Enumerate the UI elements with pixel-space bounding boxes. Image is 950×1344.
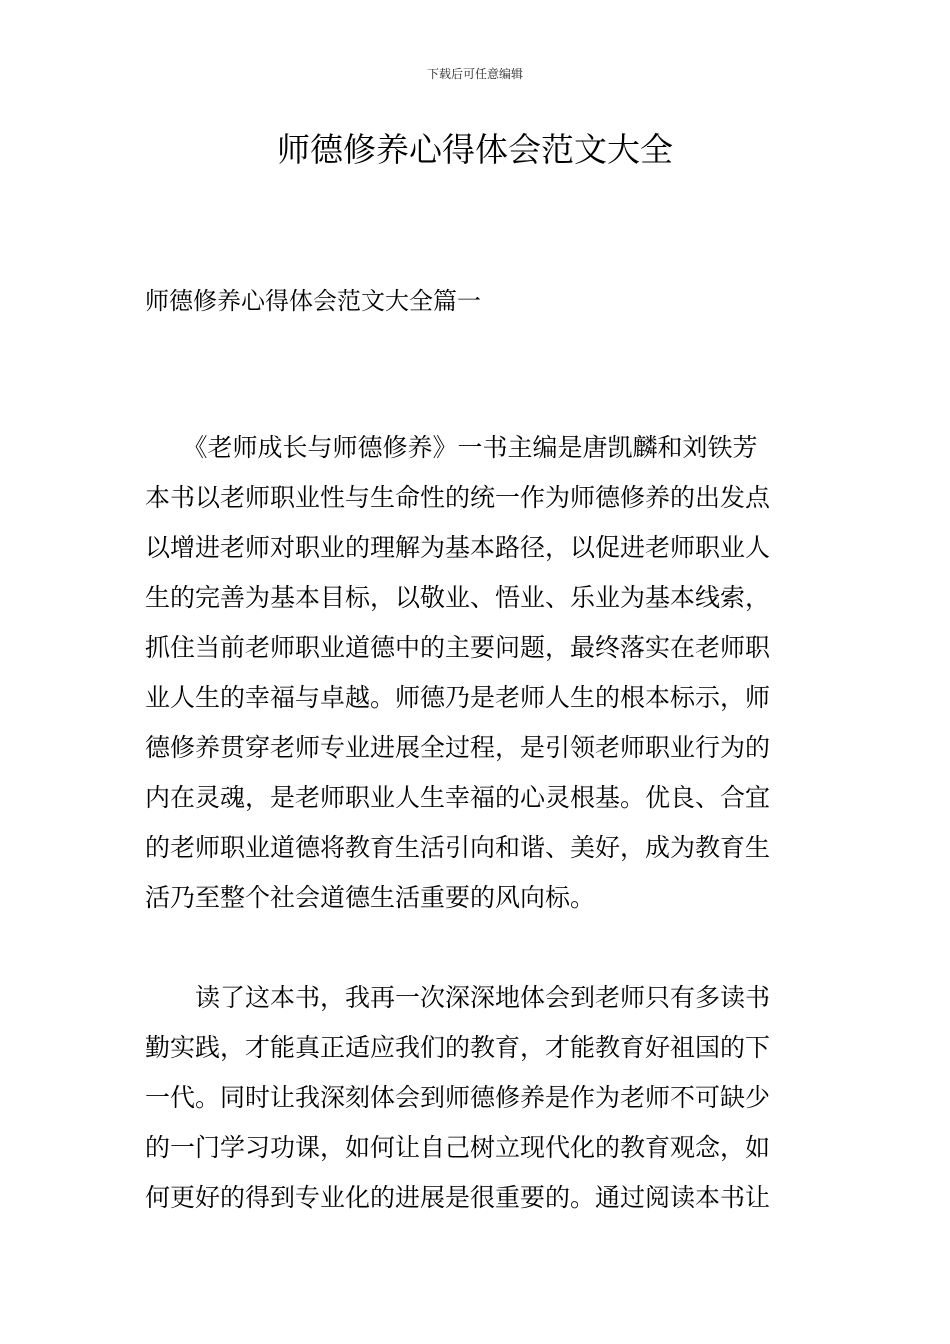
- paragraph-1: [145, 423, 815, 923]
- paragraph-line: 业人生的幸福与卓越。师德乃是老师人生的根本标示，师: [145, 683, 771, 712]
- paragraph-line: 的一门学习功课，如何让自己树立现代化的教育观念，如: [145, 1133, 771, 1162]
- paragraph-line: 《老师成长与师德修养》一书主编是唐凯麟和刘铁芳: [145, 433, 758, 462]
- header-note: 下载后可任意编辑: [426, 67, 523, 81]
- paragraph-2: [145, 973, 815, 1223]
- paragraph-line: 德修养贯穿老师专业进展全过程，是引领老师职业行为的: [145, 733, 771, 762]
- paragraph-line: 何更好的得到专业化的进展是很重要的。通过阅读本书让: [145, 1183, 771, 1212]
- paragraph-line: 抓住当前老师职业道德中的主要问题，最终落实在老师职: [145, 633, 771, 662]
- paragraph-line: 本书以老师职业性与生命性的统一作为师德修养的出发点: [145, 483, 771, 512]
- paragraph-line: 生的完善为基本目标，以敬业、悟业、乐业为基本线索，: [145, 583, 771, 612]
- paragraph-line: 一代。同时让我深刻体会到师德修养是作为老师不可缺少: [145, 1083, 771, 1112]
- paragraph-line: 活乃至整个社会道德生活重要的风向标。: [145, 883, 596, 912]
- paragraph-line: 勤实践，才能真正适应我们的教育，才能教育好祖国的下: [145, 1033, 771, 1062]
- paragraph-line: 内在灵魂，是老师职业人生幸福的心灵根基。优良、合宜: [145, 783, 771, 812]
- paragraph-line: 以增进老师对职业的理解为基本路径，以促进老师职业人: [145, 533, 771, 562]
- paragraph-line: 的老师职业道德将教育生活引向和谐、美好，成为教育生: [145, 833, 771, 862]
- document-title: 师德修养心得体会范文大全: [277, 130, 673, 169]
- paragraph-line: 读了这本书，我再一次深深地体会到老师只有多读书: [145, 983, 771, 1012]
- section-heading: 师德修养心得体会范文大全篇一: [145, 287, 481, 315]
